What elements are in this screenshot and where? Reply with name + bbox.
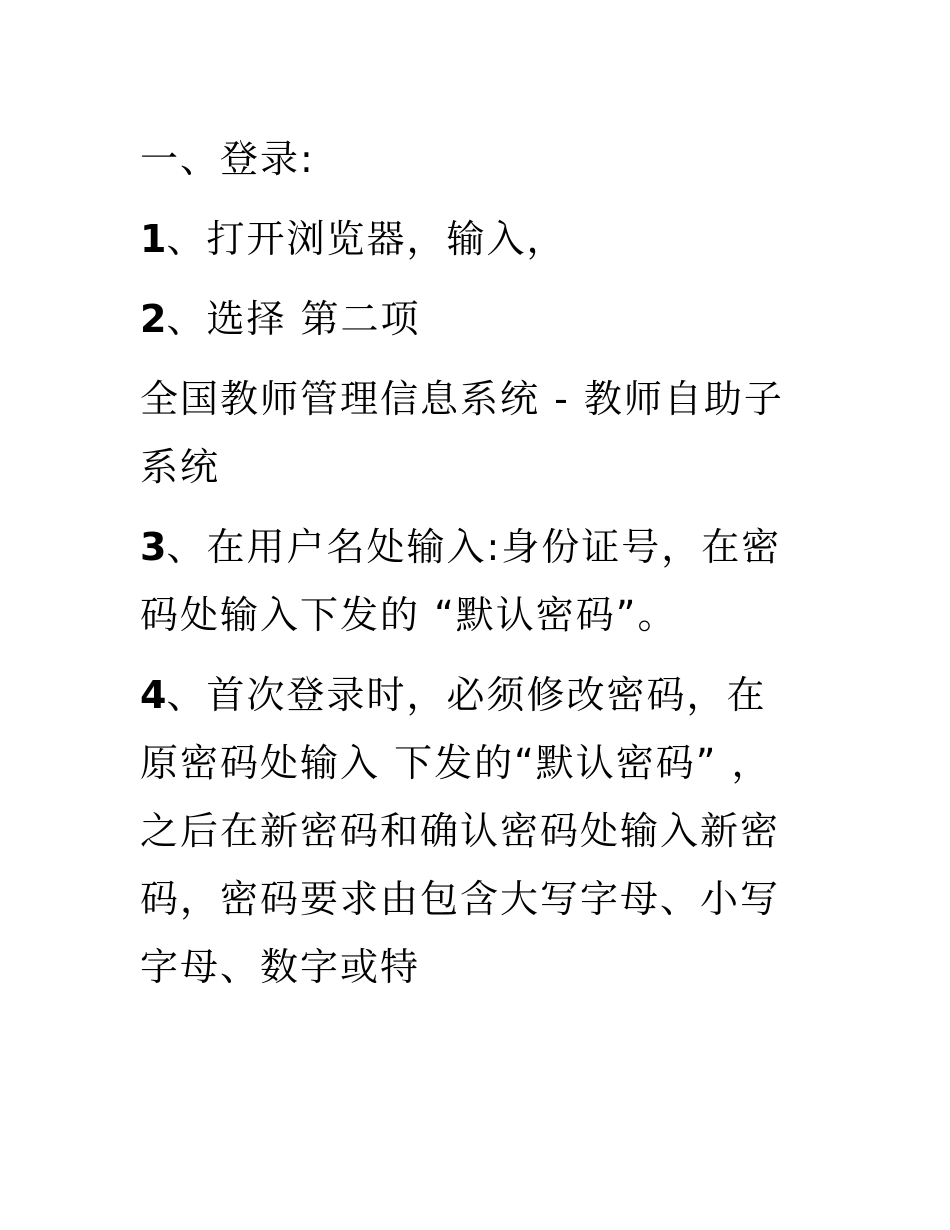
step-4-paragraph xyxy=(140,661,800,1001)
step-2-paragraph xyxy=(140,285,800,353)
paragraph-number: 1 xyxy=(140,217,167,261)
system-name-paragraph xyxy=(140,365,800,501)
paragraph-text: 全国教师管理信息系统 - 教师自助子系统 xyxy=(140,377,784,489)
step-1-paragraph xyxy=(140,205,800,273)
step-3-paragraph xyxy=(140,513,800,649)
section-heading xyxy=(140,125,800,193)
paragraph-text: 、打开浏览器，输入， xyxy=(166,217,567,261)
paragraph-number: 4 xyxy=(140,673,167,717)
paragraph-text: 、在用户名处输入:身份证号，在密码处输入下发的 “默认密码”。 xyxy=(140,525,782,637)
paragraph-number: 3 xyxy=(140,525,167,569)
paragraph-text: 一、登录: xyxy=(140,137,315,181)
paragraph-text: 、首次登录时，必须修改密码，在原密码处输入 下发的“默认密码” ，之后在新密码和确认密码处输入新密码，密码要求由包含大写字母、小写字母、数字或特 xyxy=(140,673,781,989)
document-body xyxy=(140,125,800,1001)
paragraph-number: 2 xyxy=(140,297,167,341)
paragraph-text: 、选择 第二项 xyxy=(166,297,421,341)
